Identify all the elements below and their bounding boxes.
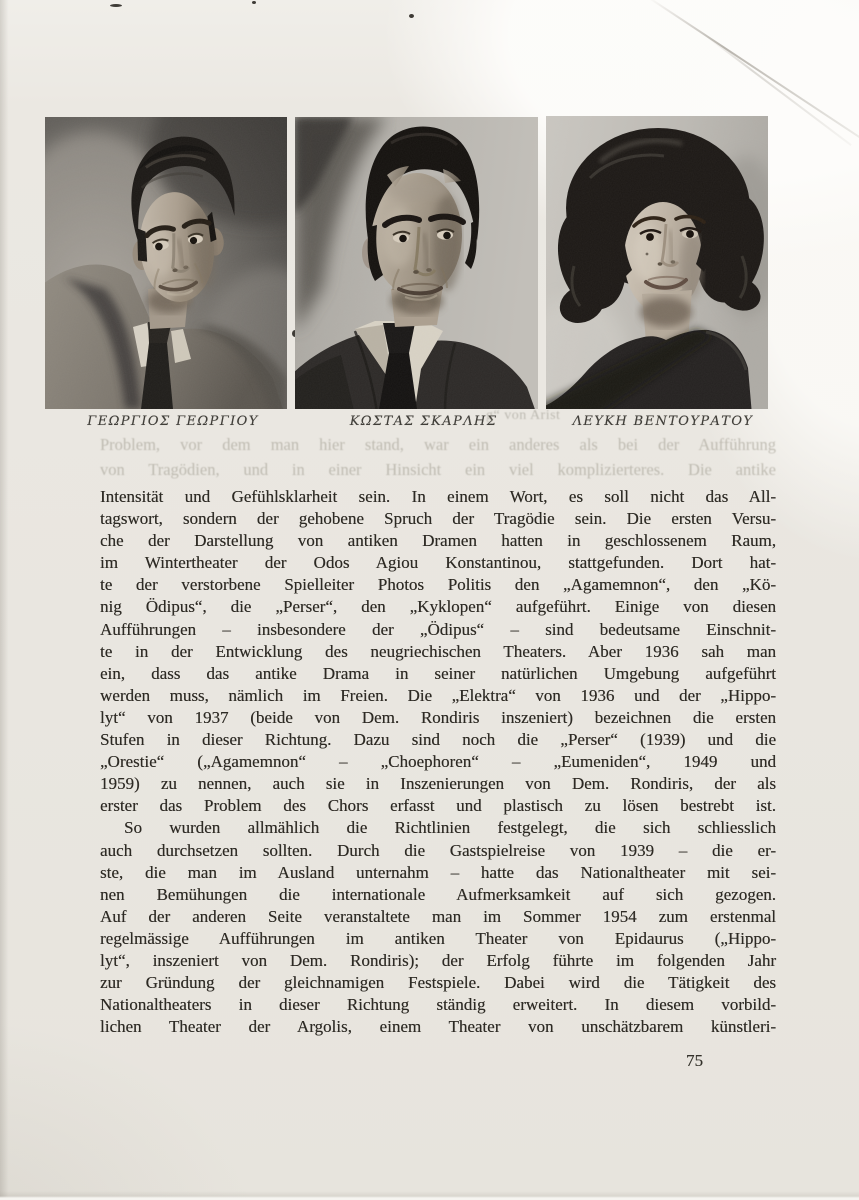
body-text-line: erster das Problem des Chors erfasst und plastisch zu lösen bestrebt ist. xyxy=(100,796,776,816)
bleedthrough-line: von Tragödien, und in einer Hinsicht ein viel komplizierteres. Die antike xyxy=(100,459,776,479)
portrait-man-light-suit-image xyxy=(45,117,287,409)
body-text-line: nen Bemühungen die internationale Aufmerksamkeit auf sich gezogen. xyxy=(100,884,776,904)
body-text-line: nig Ödipus“, die „Perser“, den „Kyklopen“ aufgeführt. Einige von diesen xyxy=(100,597,776,617)
body-text-line: tagswort, sondern der gehobene Spruch der Tragödie sein. Die ersten Versu- xyxy=(100,509,776,529)
photo-caption-2: ΚΩΣΤΑΣ ΣΚΑΡΛΗΣ xyxy=(349,414,498,429)
scan-speck xyxy=(409,14,414,18)
page-number: 75 xyxy=(686,1051,703,1070)
body-text-line: zur Gründung der gleichnamigen Festspiele. Dabei wird die Tätigkeit des xyxy=(100,973,776,993)
paragraph-1 xyxy=(100,486,776,817)
portrait-photo-3 xyxy=(546,116,768,409)
bleedthrough-text xyxy=(100,433,776,482)
bleedthrough-line: Problem, vor dem man hier stand, war ein anderes als bei der Aufführung xyxy=(100,435,776,454)
body-text-line: ste, die man im Ausland unternahm – hatte das Nationaltheater mit sei- xyxy=(100,862,776,882)
body-text-line: werden muss, nämlich im Freien. Die „Elektra“ von 1936 und der „Hippo- xyxy=(100,685,776,705)
body-text-line: Aufführungen – insbesondere der „Ödipus“ – sind bedeutsame Einschnit- xyxy=(100,619,776,639)
body-text-line: Stufen in dieser Richtung. Dazu sind noch die „Perser“ (1939) und die xyxy=(100,730,776,750)
body-text-line: lyt“, inszeniert von Dem. Rondiris); der Erfolg führte im folgenden Jahr xyxy=(100,950,776,970)
portrait-photo-2 xyxy=(295,117,538,409)
body-text-line: Auf der anderen Seite veranstaltete man im Sommer 1954 zum erstenmal xyxy=(100,906,776,926)
portrait-man-dark-suit-image xyxy=(295,117,538,409)
portrait-photo-1 xyxy=(45,117,287,409)
body-text-line: regelmässige Aufführungen im antiken Theater von Epidaurus („Hippo- xyxy=(100,928,776,948)
body-text-line: im Wintertheater der Odos Agiou Konstantinou, stattgefunden. Dort hat- xyxy=(100,553,776,573)
body-text-line: Intensität und Gefühlsklarheit sein. In einem Wort, es soll nicht das All- xyxy=(100,487,776,506)
paragraph-2 xyxy=(100,817,776,1038)
scan-speck xyxy=(110,4,122,7)
body-text-line: auch durchsetzen sollten. Durch die Gastspielreise von 1939 – die er- xyxy=(100,840,776,860)
photo-caption-3: ΛΕΥΚΗ ΒΕΝΤΟΥΡΑΤΟΥ xyxy=(572,414,754,429)
body-text-line: te in der Entwicklung des neugriechischen Theaters. Aber 1936 sah man xyxy=(100,641,776,661)
body-text-line: ein, dass das antike Drama in seiner natürlichen Umgebung aufgeführt xyxy=(100,663,776,683)
body-text-line: Nationaltheaters in dieser Richtung ständig erweitert. In diesem vorbild- xyxy=(100,995,776,1015)
portrait-woman-dark-hair-image xyxy=(546,116,768,409)
body-text xyxy=(100,486,776,1038)
body-text-line: lyt“ von 1937 (beide von Dem. Rondiris inszeniert) bezeichnen die ersten xyxy=(100,707,776,727)
body-text-line: 1959) zu nennen, auch sie in Inszenierungen von Dem. Rondiris, der als xyxy=(100,774,776,794)
body-text-line: So wurden allmählich die Richtlinien festgelegt, die sich schliesslich xyxy=(124,818,776,838)
body-text-line: „Orestie“ („Agamemnon“ – „Choephoren“ – „Eumeniden“, 1949 und xyxy=(100,752,776,772)
bleedthrough-fragment: g“ von Arist xyxy=(486,408,561,423)
photo-caption-1: ΓΕΩΡΓΙΟΣ ΓΕΩΡΓΙΟΥ xyxy=(87,414,259,429)
scan-speck xyxy=(252,1,256,4)
page-left-edge-shading xyxy=(0,0,10,1200)
body-text-line: lichen Theater der Argolis, einem Theater von unschätzbarem künstleri- xyxy=(100,1017,776,1037)
page-bottom-edge-shading xyxy=(0,1191,859,1200)
body-text-line: te der verstorbene Spielleiter Photos Politis den „Agamemnon“, den „Kö- xyxy=(100,575,776,595)
body-text-line: che der Darstellung von antiken Dramen hatten in geschlossenem Raum, xyxy=(100,531,776,551)
